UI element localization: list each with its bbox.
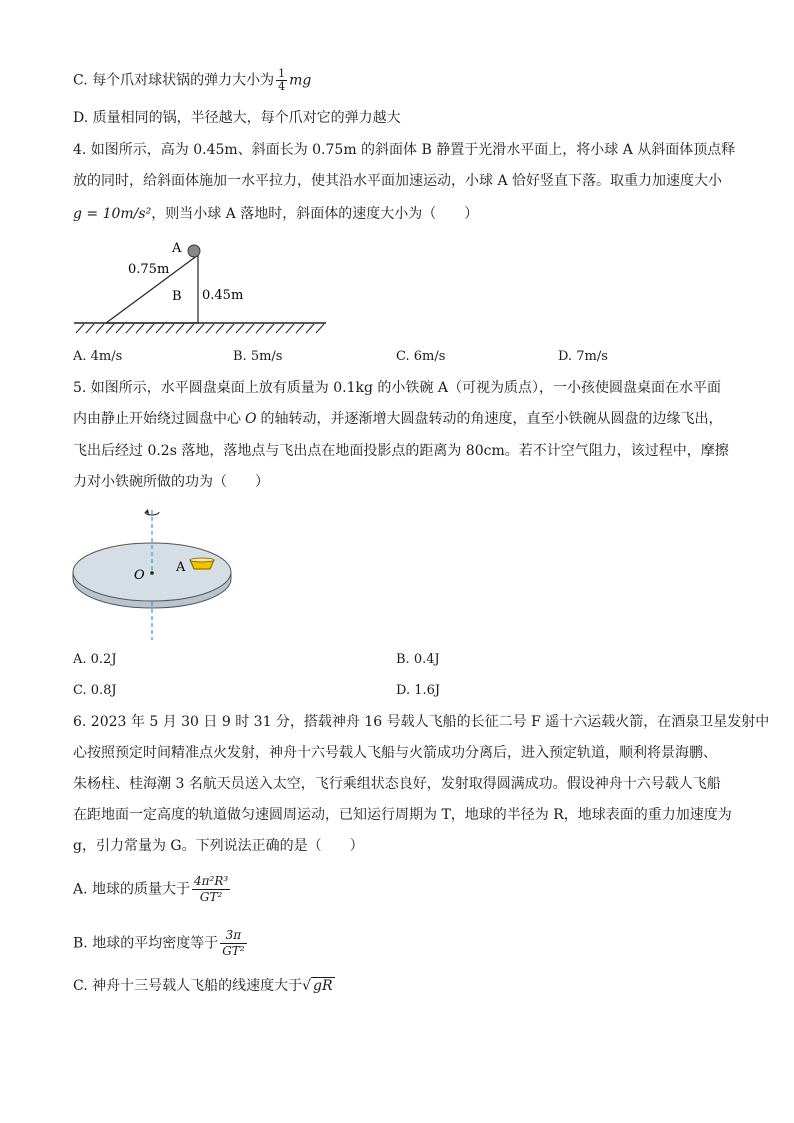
q4-option-c: C. 6m/s xyxy=(396,349,446,364)
ground-hatching xyxy=(76,324,324,333)
incline-diagram xyxy=(72,236,332,336)
q6-option-c xyxy=(73,976,335,996)
turntable-diagram xyxy=(70,502,240,642)
label-height: 0.45m xyxy=(202,288,244,303)
q4-option-b: B. 5m/s xyxy=(233,349,283,364)
option-text: C. 每个爪对球状锅的弹力大小为 xyxy=(73,72,275,89)
fraction-denominator: GT² xyxy=(199,890,223,904)
q5-line-2 xyxy=(73,409,722,429)
math-symbol: mg xyxy=(289,72,312,89)
q4-option-a: A. 4m/s xyxy=(73,349,123,364)
density-fraction xyxy=(220,928,246,959)
fraction-numerator: 3π xyxy=(220,928,246,944)
center-symbol: O xyxy=(245,411,257,427)
label-o: O xyxy=(134,568,145,583)
square-root: √ gR xyxy=(302,978,333,994)
radicand: gR xyxy=(313,978,333,994)
q5-line-1: 5. 如图所示，水平圆盘桌面上放有质量为 0.1kg 的小铁碗 A（可视为质点），一小孩使圆盘桌面在水平面 xyxy=(73,380,721,396)
option-text: C. 神舟十三号载人飞船的线速度大于 xyxy=(73,978,303,994)
label-a-bowl: A xyxy=(176,560,186,575)
q6-line-1: 6. 2023 年 5 月 30 日 9 时 31 分，搭载神舟 16 号载人飞船的长征二号 F 遥十六运载火箭，在酒泉卫星发射中 xyxy=(73,714,770,730)
ball-a xyxy=(188,245,200,257)
q5-line-4: 力对小铁碗所做的功为（ ） xyxy=(73,474,269,490)
fraction xyxy=(276,68,287,93)
q5-line-2-b: 的轴转动，并逐渐增大圆盘转动的角速度，直至小铁碗从圆盘的边缘飞出， xyxy=(260,411,723,427)
fraction-numerator: 4π²R³ xyxy=(194,874,229,888)
q4-line-3-text: ，则当小球 A 落地时，斜面体的速度大小为（ ） xyxy=(151,206,479,222)
q4-line-3 xyxy=(73,204,478,224)
q5-line-2-a: 内由静止开始绕过圆盘中心 xyxy=(73,411,241,427)
q4-line-1: 4. 如图所示，高为 0.45m、斜面长为 0.75m 的斜面体 B 静置于光滑水平面上，将小球 A 从斜面体顶点释 xyxy=(73,142,736,158)
q5-option-b: B. 0.4J xyxy=(396,652,440,667)
q6-line-5: g，引力常量为 G。下列说法正确的是（ ） xyxy=(73,838,364,854)
q6-line-4: 在距地面一定高度的轨道做匀速圆周运动，已知运行周期为 T，地球的半径为 R，地球表面的重力加速度为 xyxy=(73,807,732,823)
label-slant-length: 0.75m xyxy=(128,262,170,277)
gravity-formula: g = 10m/s² xyxy=(73,206,152,222)
fraction-denominator: GT² xyxy=(222,944,245,958)
q4-option-d: D. 7m/s xyxy=(558,349,608,364)
option-text: B. 地球的平均密度等于 xyxy=(73,935,219,952)
q5-line-3: 飞出后经过 0.2s 落地，落地点与飞出点在地面投影点的距离为 80cm。若不计空气阻力，该过程中，摩擦 xyxy=(73,443,729,459)
q5-option-c: C. 0.8J xyxy=(73,683,117,698)
option-c-q3 xyxy=(73,68,311,93)
q6-option-a xyxy=(73,874,232,905)
bowl-rim xyxy=(190,558,214,562)
center-point xyxy=(150,571,154,575)
fraction-denominator: 4 xyxy=(278,80,286,93)
q5-option-a: A. 0.2J xyxy=(73,652,117,667)
mass-fraction xyxy=(192,874,230,905)
fraction-numerator: 1 xyxy=(278,67,286,80)
q5-option-d: D. 1.6J xyxy=(396,683,441,698)
q6-option-b xyxy=(73,928,249,959)
label-a: A xyxy=(172,241,182,256)
option-text: A. 地球的质量大于 xyxy=(73,881,191,898)
label-b: B xyxy=(172,289,182,304)
option-d-q3: D. 质量相同的锅，半径越大，每个爪对它的弹力越大 xyxy=(73,110,401,126)
q4-line-2: 放的同时，给斜面体施加一水平拉力，使其沿水平面加速运动，小球 A 恰好竖直下落。取重力加速度大小 xyxy=(73,173,723,189)
q6-line-3: 朱杨柱、桂海潮 3 名航天员送入太空，飞行乘组状态良好，发射取得圆满成功。假设神舟十六号载人飞船 xyxy=(73,776,721,792)
q6-line-2: 心按照预定时间精准点火发射，神舟十六号载人飞船与火箭成功分离后，进入预定轨道，顺利将景海鹏、 xyxy=(73,745,717,761)
